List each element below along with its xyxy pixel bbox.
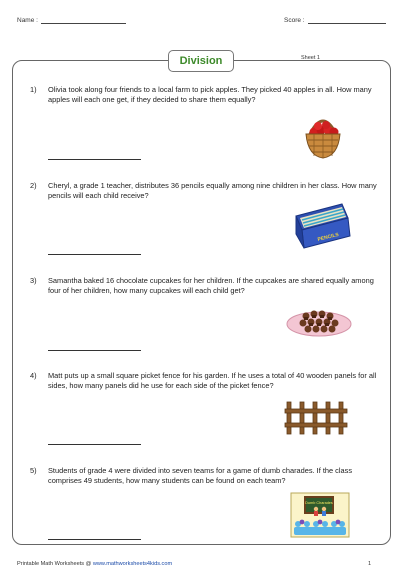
name-field	[17, 16, 126, 24]
charades-board-icon	[290, 492, 350, 538]
answer-line-5[interactable]	[48, 539, 141, 540]
pencil-box-label: PENCILS	[317, 231, 340, 243]
apple-basket-icon	[302, 112, 344, 160]
question-number: 5)	[30, 466, 37, 475]
cupcake-plate-icon	[286, 302, 352, 338]
answer-line-3[interactable]	[48, 350, 141, 351]
question-text: Matt puts up a small square picket fence for his garden. If he uses a total of 40 wooden panels for all sides, how many panels did he use for each side of the picket fence?	[48, 371, 377, 391]
pencil-box-icon	[290, 202, 358, 250]
question-text: Samantha baked 16 chocolate cupcakes for her children. If the cupcakes are shared equally among four of her children, how many cupcakes will each child get?	[48, 276, 374, 296]
answer-line-2[interactable]	[48, 254, 141, 255]
score-line[interactable]	[308, 16, 386, 24]
question-number: 2)	[30, 181, 37, 190]
sheet-label: Sheet 1	[301, 55, 320, 61]
name-line[interactable]	[41, 16, 126, 24]
question-number: 4)	[30, 371, 37, 380]
question-text: Cheryl, a grade 1 teacher, distributes 36 pencils equally among nine children in her class. How many pencils will each child receive?	[48, 181, 377, 201]
page-number: 1	[368, 561, 372, 567]
board-label: Dumb Charades	[305, 501, 333, 505]
score-label: Score :	[284, 17, 305, 24]
picket-fence-icon	[284, 400, 350, 436]
score-field	[284, 16, 386, 24]
question-text: Olivia took along four friends to a local farm to pick apples. They picked 40 apples in all. How many apples will each one get, if they decided to share them equally?	[48, 85, 372, 105]
question-text: Students of grade 4 were divided into seven teams for a game of dumb charades. If the class comprises 49 students, how many students can be found on each team?	[48, 466, 353, 486]
answer-line-1[interactable]	[48, 159, 141, 160]
answer-line-4[interactable]	[48, 444, 141, 445]
question-number: 3)	[30, 276, 37, 285]
page-title: Division	[168, 50, 234, 72]
footer-site-link[interactable]: www.mathworksheets4kids.com	[92, 561, 173, 567]
footer-prefix: Printable Math Worksheets @	[17, 561, 93, 567]
question-number: 1)	[30, 85, 37, 94]
name-label: Name :	[17, 17, 38, 24]
footer	[17, 561, 372, 567]
